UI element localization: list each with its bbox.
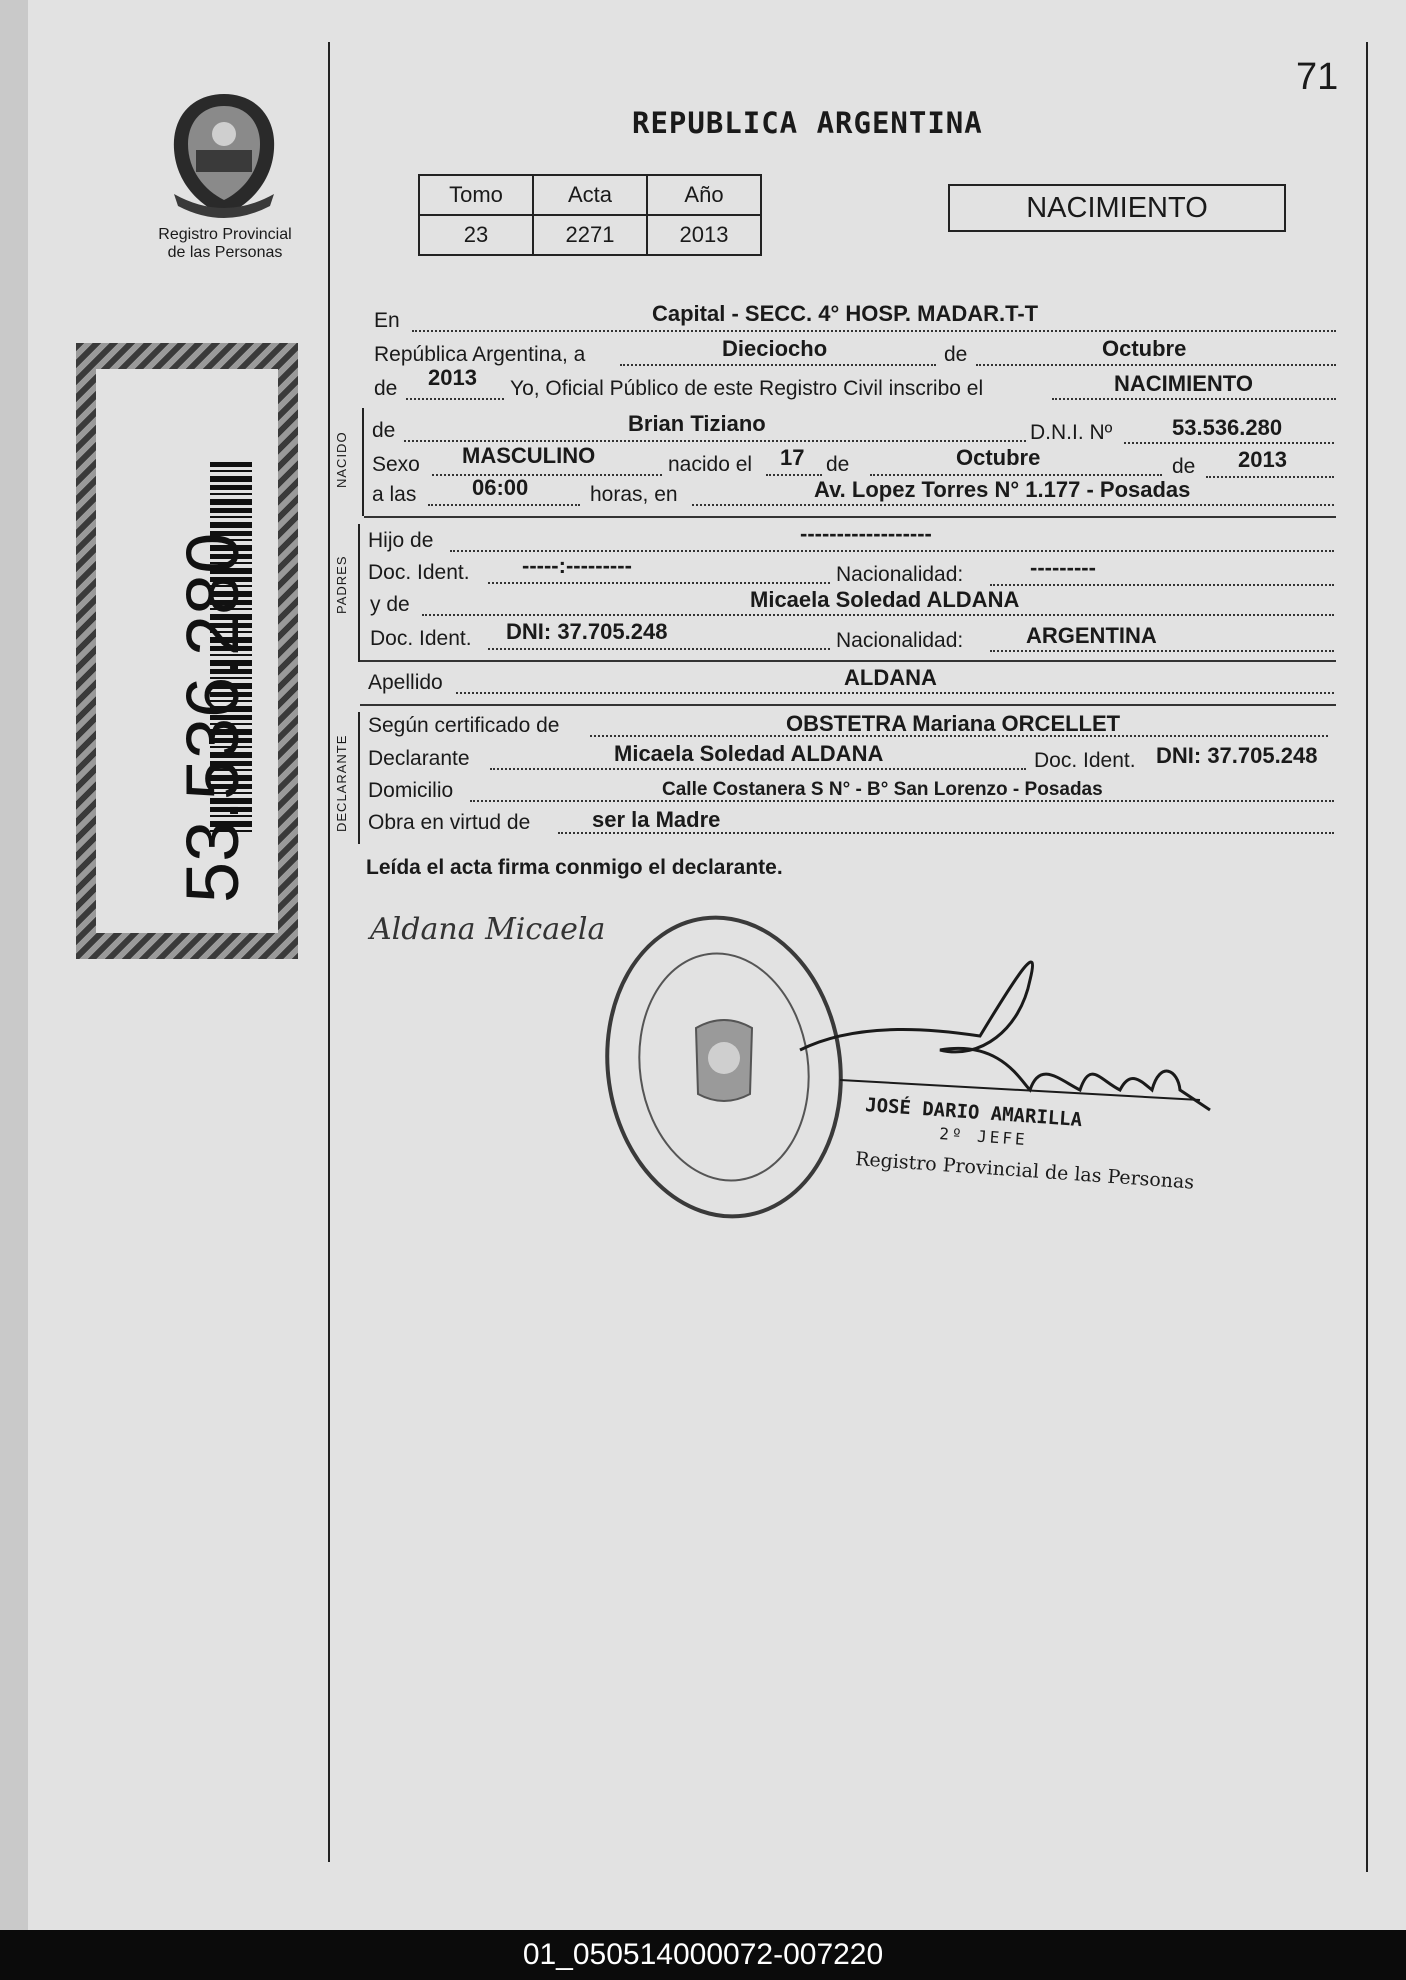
dotted-line bbox=[692, 504, 1334, 506]
padres-section-rule bbox=[358, 524, 360, 662]
barcode-icon bbox=[210, 462, 252, 832]
label-yo-oficial: Yo, Oficial Público de este Registro Civil inscribo el bbox=[510, 377, 984, 400]
scan-edge bbox=[0, 0, 28, 1930]
value-lugar: Capital - SECC. 4° HOSP. MADAR.T-T bbox=[652, 301, 1039, 326]
right-margin-rule bbox=[1366, 42, 1368, 1872]
label-declarante-doc: Doc. Ident. bbox=[1034, 749, 1136, 772]
label-de-nombre: de bbox=[372, 419, 396, 442]
label-dni: D.N.I. Nº bbox=[1030, 421, 1113, 444]
value-certificado: OBSTETRA Mariana ORCELLET bbox=[786, 711, 1121, 736]
dotted-line bbox=[488, 648, 830, 650]
registry-name bbox=[140, 226, 310, 262]
dotted-line bbox=[990, 650, 1334, 652]
registry-name-line1: Registro Provincial bbox=[158, 226, 292, 243]
value-anio-nac: 2013 bbox=[1238, 447, 1287, 472]
official-signature-icon bbox=[780, 940, 1220, 1160]
page-title: REPUBLICA ARGENTINA bbox=[632, 106, 983, 140]
book-header-row bbox=[419, 175, 761, 215]
book-value-row bbox=[419, 215, 761, 255]
label-hijo-de: Hijo de bbox=[368, 529, 434, 552]
label-nacido-el: nacido el bbox=[668, 453, 753, 476]
dotted-line bbox=[490, 768, 1026, 770]
book-header-anio: Año bbox=[647, 175, 761, 215]
dotted-line bbox=[1206, 476, 1334, 478]
dotted-line bbox=[456, 692, 1334, 694]
value-dni: 53.536.280 bbox=[1172, 415, 1283, 440]
value-madre: Micaela Soledad ALDANA bbox=[750, 587, 1020, 612]
book-header-tomo: Tomo bbox=[419, 175, 533, 215]
dotted-line bbox=[766, 474, 822, 476]
section-label-nacido: NACIDO bbox=[334, 431, 349, 488]
value-obra: ser la Madre bbox=[592, 807, 721, 832]
value-mes: Octubre bbox=[1102, 336, 1187, 361]
value-madre-nac: ARGENTINA bbox=[1026, 623, 1157, 648]
section-divider bbox=[360, 704, 1336, 706]
value-domicilio: Calle Costanera S N° - B° San Lorenzo - Posadas bbox=[662, 779, 1103, 800]
label-doc-ident-madre: Doc. Ident. bbox=[370, 627, 472, 650]
label-y-de: y de bbox=[370, 593, 410, 616]
value-hora: 06:00 bbox=[472, 475, 529, 500]
dotted-line bbox=[990, 584, 1334, 586]
label-doc-ident-padre: Doc. Ident. bbox=[368, 561, 470, 584]
book-value-anio: 2013 bbox=[647, 215, 761, 255]
dotted-line bbox=[450, 550, 1334, 552]
book-reference-table bbox=[418, 174, 762, 256]
declarante-section-rule bbox=[358, 712, 360, 844]
closing-statement: Leída el acta firma conmigo el declarante. bbox=[366, 856, 783, 879]
value-dia-nac: 17 bbox=[780, 445, 805, 470]
official-name: JOSÉ DARIO AMARILLA bbox=[864, 1094, 1083, 1132]
registry-name-line2: de las Personas bbox=[167, 244, 283, 261]
dotted-line bbox=[428, 504, 580, 506]
scan-file-id: 01_050514000072-007220 bbox=[522, 1938, 884, 1971]
dotted-line bbox=[404, 440, 1026, 442]
value-padre-nac: --------- bbox=[1030, 555, 1096, 580]
label-declarante: Declarante bbox=[368, 747, 470, 770]
dotted-line bbox=[432, 474, 662, 476]
value-dia: Dieciocho bbox=[722, 336, 828, 361]
dotted-line bbox=[1124, 442, 1334, 444]
page-number: 71 bbox=[1296, 56, 1339, 98]
left-margin-rule bbox=[328, 42, 330, 1862]
book-value-tomo: 23 bbox=[419, 215, 533, 255]
section-label-declarante: DECLARANTE bbox=[334, 734, 349, 832]
official-office: Registro Provincial de las Personas bbox=[854, 1148, 1195, 1194]
dotted-line bbox=[406, 398, 504, 400]
label-de-mes-nac: de bbox=[826, 453, 850, 476]
dotted-line bbox=[558, 832, 1334, 834]
section-label-padres: PADRES bbox=[334, 555, 349, 614]
value-madre-doc: DNI: 37.705.248 bbox=[506, 619, 668, 644]
value-declarante: Micaela Soledad ALDANA bbox=[614, 741, 884, 766]
value-nombre: Brian Tiziano bbox=[628, 411, 766, 436]
label-segun: Según certificado de bbox=[368, 714, 560, 737]
label-de-anio: de bbox=[374, 377, 398, 400]
dotted-line bbox=[488, 582, 830, 584]
value-sexo: MASCULINO bbox=[462, 443, 596, 468]
label-horas-en: horas, en bbox=[590, 483, 678, 506]
misiones-province-seal-icon bbox=[166, 90, 282, 220]
label-nacionalidad-madre: Nacionalidad: bbox=[836, 629, 964, 652]
value-apellido: ALDANA bbox=[844, 665, 937, 690]
label-de-anio-nac: de bbox=[1172, 455, 1196, 478]
book-value-acta: 2271 bbox=[533, 215, 647, 255]
label-republica: República Argentina, a bbox=[374, 343, 586, 366]
dotted-line bbox=[976, 364, 1336, 366]
dotted-line bbox=[870, 474, 1162, 476]
value-anio: 2013 bbox=[428, 365, 477, 390]
book-header-acta: Acta bbox=[533, 175, 647, 215]
label-en: En bbox=[374, 309, 400, 332]
dotted-line bbox=[422, 614, 1334, 616]
official-role: 2º JEFE bbox=[938, 1124, 1029, 1150]
label-domicilio: Domicilio bbox=[368, 779, 454, 802]
label-de-mes: de bbox=[944, 343, 968, 366]
dotted-line bbox=[620, 364, 936, 366]
label-sexo: Sexo bbox=[372, 453, 420, 476]
value-padre: ------------------ bbox=[800, 521, 932, 546]
value-padre-doc: -----:--------- bbox=[522, 553, 632, 578]
value-inscribe: NACIMIENTO bbox=[1114, 371, 1253, 396]
record-type-box: NACIMIENTO bbox=[948, 184, 1286, 232]
section-divider bbox=[364, 516, 1336, 518]
value-mes-nac: Octubre bbox=[956, 445, 1041, 470]
declarant-signature: Aldana Micaela bbox=[370, 912, 606, 947]
value-declarante-doc: DNI: 37.705.248 bbox=[1156, 743, 1318, 768]
label-apellido: Apellido bbox=[368, 671, 443, 694]
dotted-line bbox=[1052, 398, 1336, 400]
value-lugar-nac: Av. Lopez Torres N° 1.177 - Posadas bbox=[814, 477, 1191, 502]
dotted-line bbox=[412, 330, 1336, 332]
label-nacionalidad-padre: Nacionalidad: bbox=[836, 563, 964, 586]
nacido-section-rule bbox=[362, 408, 364, 516]
section-divider bbox=[360, 660, 1336, 662]
label-a-las: a las bbox=[372, 483, 417, 506]
label-obra: Obra en virtud de bbox=[368, 811, 531, 834]
